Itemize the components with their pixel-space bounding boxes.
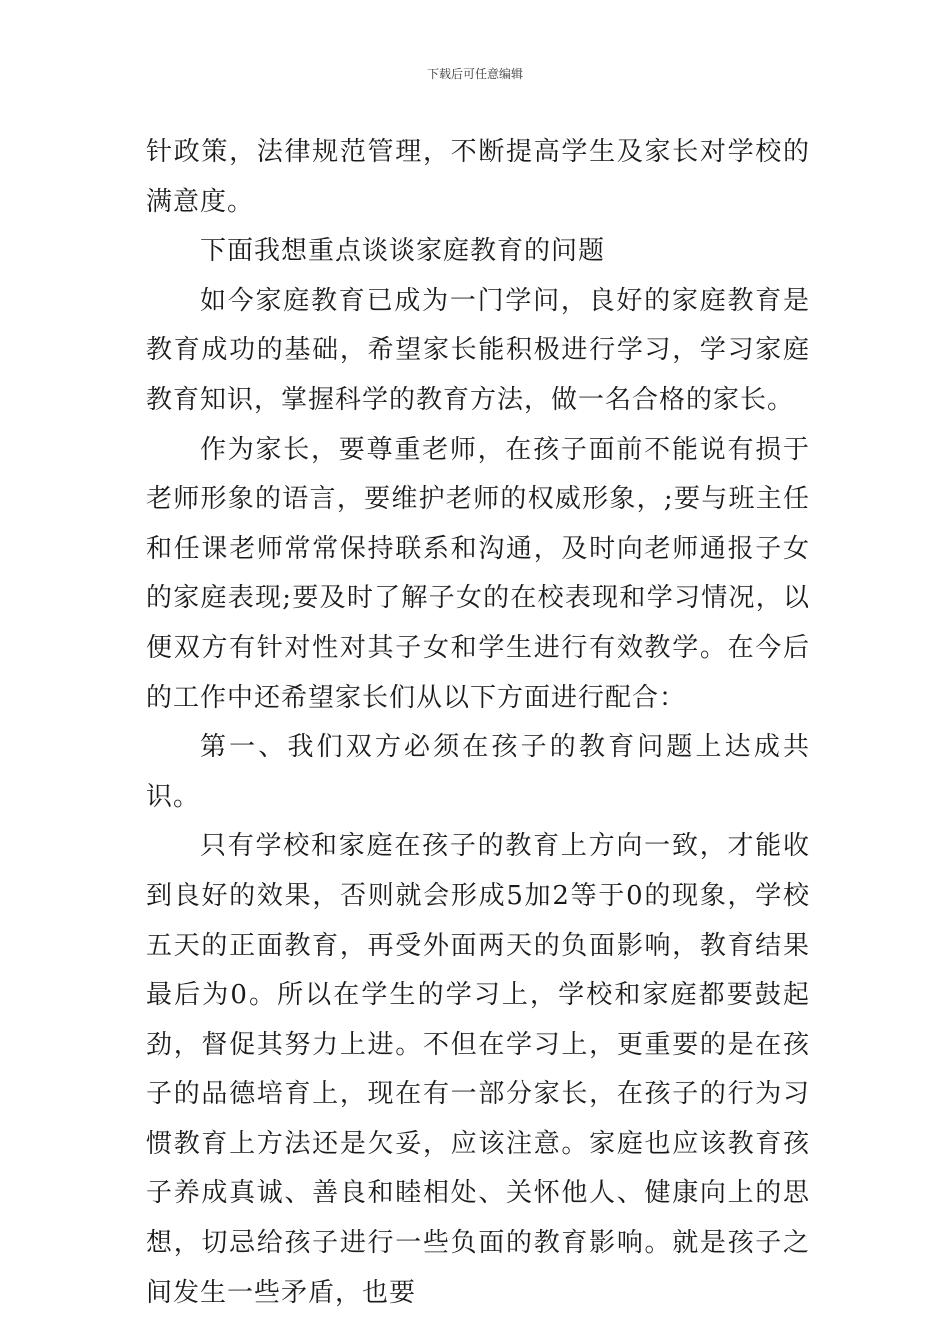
paragraph-point-one: 第一、我们双方必须在孩子的教育问题上达成共识。 xyxy=(146,732,810,812)
page-header: 下载后可任意编辑 xyxy=(426,67,523,81)
paragraph-topic-intro: 下面我想重点谈谈家庭教育的问题 xyxy=(200,236,606,267)
document-body xyxy=(146,128,810,1318)
paragraph-continuation: 针政策，法律规范管理，不断提高学生及家长对学校的满意度。 xyxy=(146,137,810,217)
paragraph-family-education: 如今家庭教育已成为一门学问，良好的家庭教育是教育成功的基础，希望家长能积极进行学习，学习家庭教育知识，掌握科学的教育方法，做一名合格的家长。 xyxy=(146,285,810,415)
paragraph-parent-role: 作为家长，要尊重老师，在孩子面前不能说有损于老师形象的语言，要维护老师的权威形象，;要与班主任和任课老师常常保持联系和沟通，及时向老师通报子女的家庭表现;要及时了解子女的在校表现和学习情况，以便双方有针对性对其子女和学生进行有效教学。在今后的工作中还希望家长们从以下方面进行配合： xyxy=(146,434,810,713)
paragraph-consistency: 只有学校和家庭在孩子的教育上方向一致，才能收到良好的效果，否则就会形成5加2等于0的现象，学校五天的正面教育，再受外面两天的负面影响，教育结果最后为0。所以在学生的学习上，学校和家庭都要鼓起劲，督促其努力上进。不但在学习上，更重要的是在孩子的品德培育上，现在有一部分家长，在孩子的行为习惯教育上方法还是欠妥，应该注意。家庭也应该教育孩子养成真诚、善良和睦相处、关怀他人、健康向上的思想，切忌给孩子进行一些负面的教育影响。就是孩子之间发生一些矛盾，也要 xyxy=(146,831,810,1308)
